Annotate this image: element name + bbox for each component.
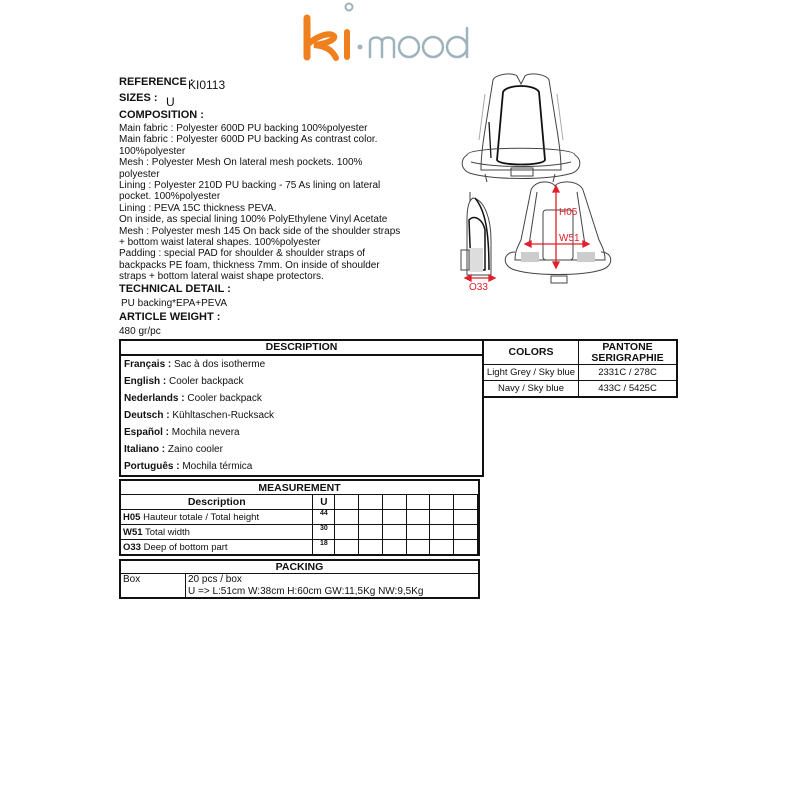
measurement-row [120,525,479,540]
composition-line: pocket. 100%polyester [119,191,221,203]
packing-table [119,559,480,599]
pantone-header [579,340,678,365]
composition-line: Mesh : Polyester Mesh On lateral mesh pockets. 100% [119,157,363,169]
sizes-value: U [166,95,175,109]
lang-text: Kühltaschen-Rucksack [169,410,275,421]
packing-details [186,574,480,599]
empty-cell [382,495,406,510]
composition-line: Main fabric : Polyester 600D PU backing As contrast color. [119,134,378,146]
packing-line1: 20 pcs / box [188,574,242,585]
lang-text: Mochila nevera [169,427,240,438]
description-row-fr [121,356,482,373]
composition-line: 100%polyester [119,145,186,157]
measurement-value: 44 [313,510,335,525]
description-row-it [121,441,482,458]
color-row [483,381,677,398]
measurement-description-header: Description [120,495,313,510]
lang-label: Nederlands : [124,393,185,404]
measurement-value: 18 [313,540,335,556]
description-table [119,339,484,477]
product-drawing [455,70,620,295]
lang-label: Español : [124,427,170,438]
height-dimension-label: H05 [559,207,578,218]
measurement-size-header: U [313,495,335,510]
kimood-logo [290,2,490,72]
measurement-code: O33 [123,541,141,553]
lang-label: Português : [124,461,180,472]
description-title: DESCRIPTION [121,341,482,356]
packing-label: Box [120,574,186,599]
description-row-nl [121,390,482,407]
lang-text: Sac à dos isotherme [171,359,266,370]
technical-detail-label: TECHNICAL DETAIL : [119,283,231,295]
measurement-text: Total width [142,526,190,538]
measurement-desc [120,510,313,525]
packing-title: PACKING [120,560,479,574]
back-view-drawing [505,182,611,283]
measurement-title: MEASUREMENT [120,480,479,495]
depth-dimension-label: O33 [469,282,488,293]
empty-cell [454,495,478,510]
packing-line2: U => L:51cm W:38cm H:60cm GW:11,5Kg NW:9,5Kg [188,585,424,597]
lang-text: Zaino cooler [165,444,223,455]
side-view-drawing [461,192,491,275]
composition-line: Lining : Polyester 210D PU backing - 75 As lining on lateral [119,180,381,192]
sizes-label: SIZES : [119,92,158,104]
composition-line: Main fabric : Polyester 600D PU backing 100%polyester [119,123,368,134]
technical-detail-value: PU backing*EPA+PEVA [121,298,228,309]
composition-line: Lining : PEVA 15C thickness PEVA. [119,202,277,214]
color-row [483,365,677,381]
composition-line: Padding : special PAD for shoulder & shoulder straps of [119,248,366,260]
colors-table [482,339,678,398]
lang-text: Mochila térmica [179,461,253,472]
measurement-code: H05 [123,511,141,523]
pantone-header-line1: PANTONE [602,340,653,353]
pantone-value: 433C / 5425C [579,381,678,398]
composition-line: polyester [119,168,160,180]
empty-cell [359,495,383,510]
measurement-value: 30 [313,525,335,540]
lang-text: Cooler backpack [166,376,244,387]
lang-label: Italiano : [124,444,166,455]
empty-cell [430,495,454,510]
empty-cell [335,495,359,510]
pantone-value: 2331C / 278C [579,365,678,381]
composition-line: On inside, as special lining 100% PolyEthylene Vinyl Acetate [119,214,388,226]
reference-value: KI0113 [188,78,226,92]
lang-label: English : [124,376,167,387]
measurement-desc [120,540,313,556]
measurement-table [119,479,480,556]
lang-label: Français : [124,359,172,370]
measurement-text: Hauteur totale / Total height [140,511,260,523]
composition-line: straps + bottom lateral waist shape protectors. [119,271,324,283]
description-row-es [121,424,482,441]
color-name: Navy / Sky blue [483,381,579,398]
colors-header: COLORS [483,340,579,365]
composition-label: COMPOSITION : [119,109,204,121]
measurement-code: W51 [123,526,143,538]
description-row-pt [121,458,482,475]
measurement-text: Deep of bottom part [140,541,228,553]
composition-line: Mesh : Polyester mesh 145 On back side of the shoulder straps [119,225,401,237]
front-view-drawing [462,74,580,182]
measurement-row [120,540,479,556]
description-row-de [121,407,482,424]
measurement-desc [120,525,313,540]
empty-cell [478,495,480,510]
width-dimension-label: W51 [559,233,580,244]
composition-line: backpacks PE foam, thickness 7mm. On inside of shoulder [119,259,380,271]
lang-text: Cooler backpack [184,393,262,404]
composition-text [119,123,419,283]
description-row-en [121,373,482,390]
pantone-header-line2: SERIGRAPHIE [591,351,664,364]
color-name: Light Grey / Sky blue [483,365,579,381]
reference-label: REFERENCE : [119,76,194,88]
article-weight-label: ARTICLE WEIGHT : [119,311,221,323]
lang-label: Deutsch : [124,410,170,421]
article-weight-value: 480 gr/pc [119,326,161,337]
empty-cell [406,495,430,510]
composition-line: + bottom waist lateral shapes. 100%polyester [119,237,321,249]
measurement-row [120,510,479,525]
